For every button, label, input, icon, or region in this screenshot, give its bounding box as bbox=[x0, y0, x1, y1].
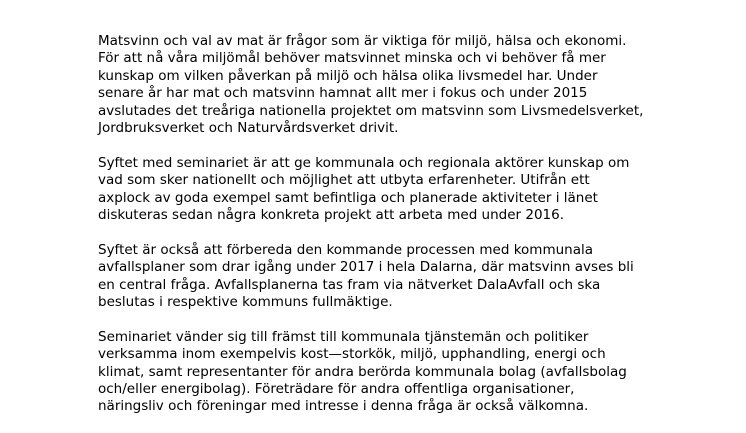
text-line: näringsliv och föreningar med intresse i denna fråga är också välkomna. bbox=[98, 398, 589, 415]
text-line: diskuteras sedan några konkreta projekt att arbeta med under 2016. bbox=[98, 207, 565, 224]
text-line: och/eller energibolag). Företrädare för andra offentliga organisationer, bbox=[98, 381, 575, 398]
text-line: Jordbruksverket och Naturvårdsverket drivit. bbox=[98, 120, 399, 137]
text-line: verksamma inom exempelvis kost—storkök, miljö, upphandling, energi och bbox=[98, 346, 606, 363]
text-line: Matsvinn och val av mat är frågor som är viktiga för miljö, hälsa och ekonomi. bbox=[98, 33, 627, 49]
text-line: Syftet med seminariet är att ge kommunala och regionala aktörer kunskap om bbox=[98, 154, 630, 171]
text-line: senare år har mat och matsvinn hamnat allt mer i fokus och under 2015 bbox=[98, 85, 588, 102]
text-line: beslutas i respektive kommuns fullmäktige. bbox=[98, 294, 393, 311]
text-line: avslutades det treåriga nationella projektet om matsvinn som Livsmedelsverket, bbox=[98, 102, 644, 119]
paragraph-food-waste-intro bbox=[98, 33, 738, 137]
text-line: Syftet är också att förbereda den kommande processen med kommunala bbox=[98, 241, 594, 258]
text-line: axplock av goda exempel samt befintliga och planerade aktiviteter i länet bbox=[98, 189, 598, 206]
paragraph-waste-plans bbox=[98, 242, 738, 312]
text-line: klimat, samt representanter för andra berörda kommunala bolag (avfallsbolag bbox=[98, 363, 627, 380]
text-line: För att nå våra miljömål behöver matsvinnet minska och vi behöver få mer bbox=[98, 50, 606, 67]
text-line: avfallsplaner som drar igång under 2017 i hela Dalarna, där matsvinn avses bli bbox=[98, 259, 634, 276]
text-line: vad som sker nationellt och möjlighet att utbyta erfarenheter. Utifrån ett bbox=[98, 172, 590, 189]
text-line: kunskap om vilken påverkan på miljö och hälsa olika livsmedel har. Under bbox=[98, 67, 598, 84]
text-line: Seminariet vänder sig till främst till kommunala tjänstemän och politiker bbox=[98, 328, 589, 345]
paragraph-target-audience bbox=[98, 329, 738, 416]
paragraph-seminar-purpose bbox=[98, 155, 738, 225]
text-line: en central fråga. Avfallsplanerna tas fram via nätverket DalaAvfall och ska bbox=[98, 276, 601, 293]
document-body bbox=[98, 33, 738, 433]
